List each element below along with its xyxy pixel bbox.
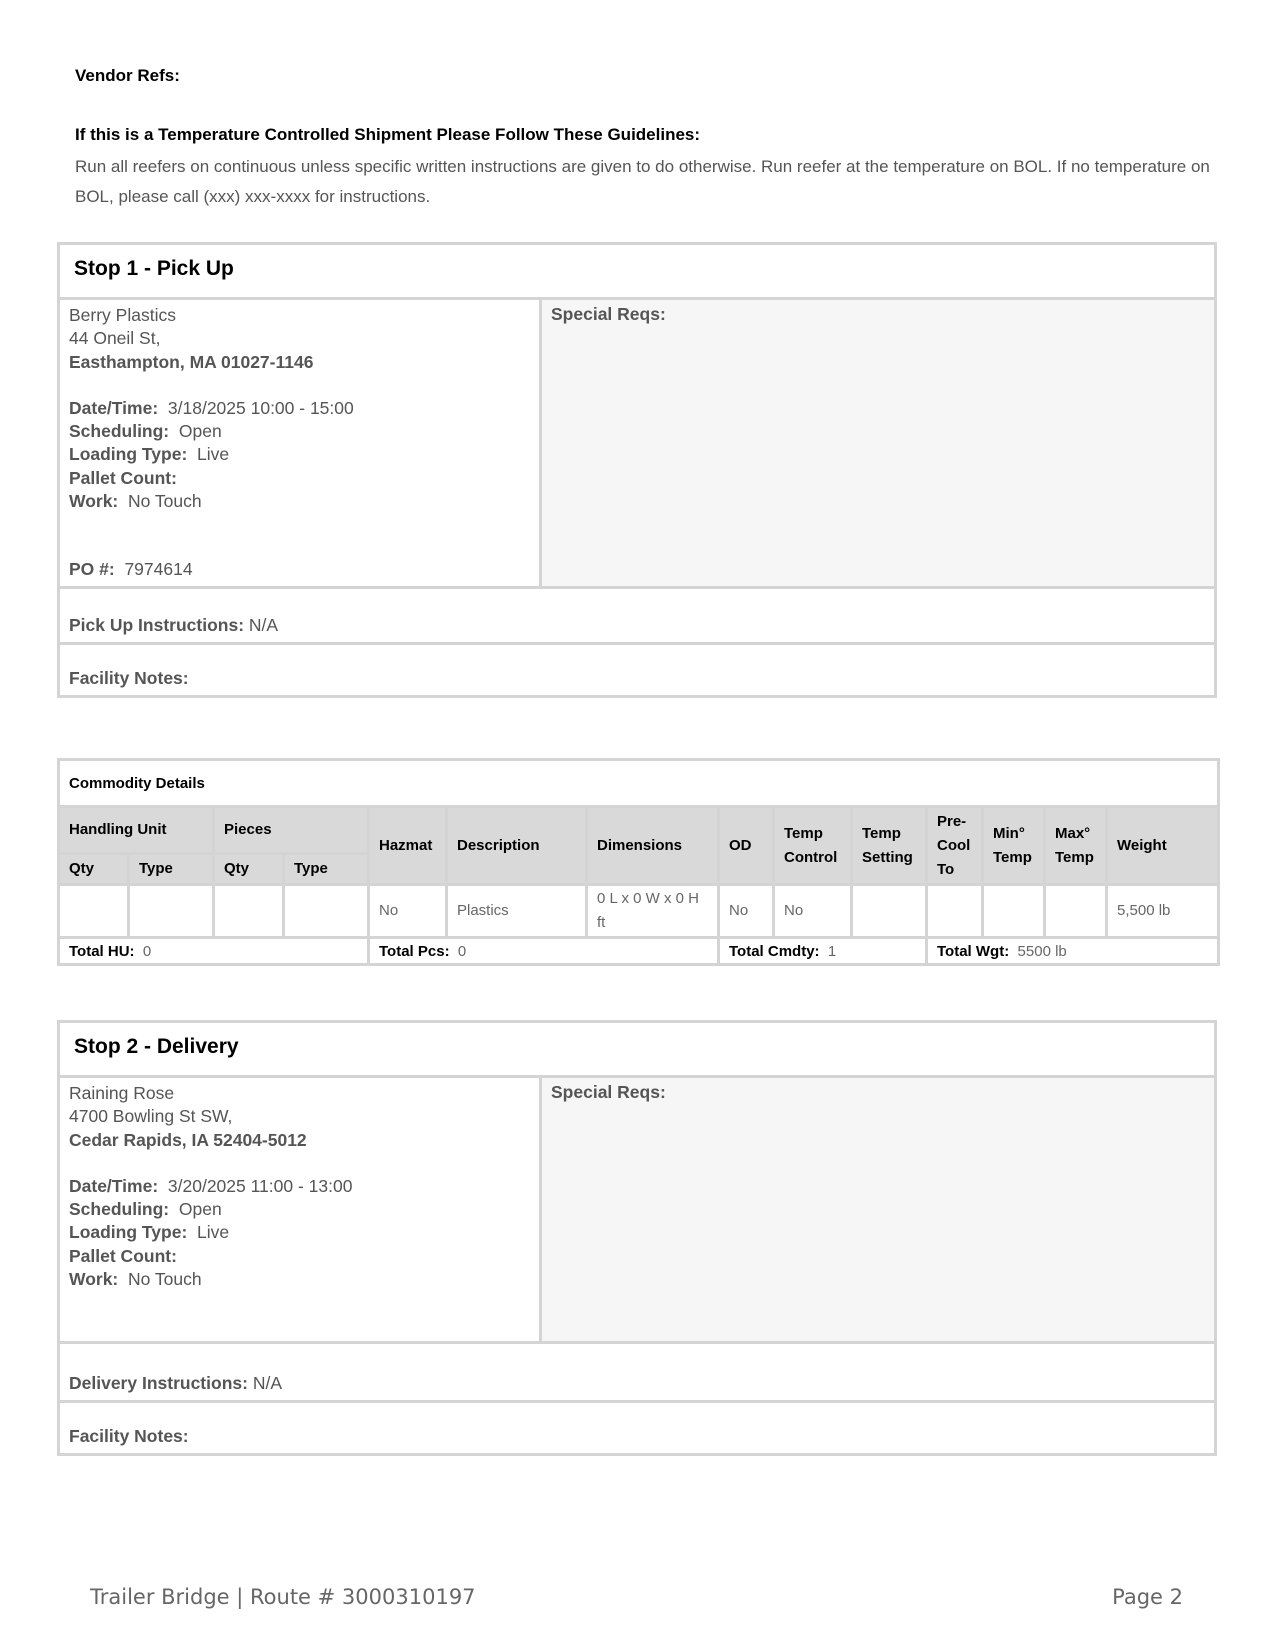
header-od: OD bbox=[719, 807, 774, 885]
stop-1-section bbox=[57, 242, 1217, 698]
stop-1-street: 44 Oneil St, bbox=[69, 328, 161, 349]
stop-2-pallet-count: Pallet Count: bbox=[69, 1245, 177, 1266]
stop-1-company: Berry Plastics bbox=[69, 305, 176, 325]
stop-1-title: Stop 1 - Pick Up bbox=[60, 245, 1214, 300]
stop-1-work: Work: No Touch bbox=[69, 491, 202, 512]
stop-1-scheduling: Scheduling: Open bbox=[69, 421, 222, 442]
stop-2-city: Cedar Rapids, IA 52404-5012 bbox=[69, 1129, 307, 1150]
header-max-temp: Max° Temp bbox=[1045, 807, 1107, 885]
cell-od: No bbox=[719, 885, 774, 938]
stop-2-street: 4700 Bowling St SW, bbox=[69, 1106, 233, 1127]
cell-max-temp bbox=[1045, 885, 1107, 938]
header-pc-qty: Qty bbox=[214, 854, 284, 885]
cell-min-temp bbox=[983, 885, 1045, 938]
stop-1-po: PO #: 7974614 bbox=[69, 559, 193, 579]
stop-1-city: Easthampton, MA 01027-1146 bbox=[69, 351, 314, 372]
header-hu-type: Type bbox=[129, 854, 214, 885]
table-row bbox=[59, 885, 1219, 938]
stop-2-work: Work: No Touch bbox=[69, 1269, 202, 1290]
vendor-refs-label: Vendor Refs: bbox=[75, 66, 180, 85]
cell-pc-qty bbox=[214, 885, 284, 938]
header-pieces: Pieces bbox=[214, 807, 369, 854]
header-precool: Pre-Cool To bbox=[927, 807, 983, 885]
stop-1-special-reqs: Special Reqs: bbox=[542, 300, 1214, 586]
stop-1-facility-notes: Facility Notes: bbox=[60, 642, 1214, 695]
stop-1-pallet-count: Pallet Count: bbox=[69, 467, 177, 488]
header-description: Description bbox=[447, 807, 587, 885]
stop-2-title: Stop 2 - Delivery bbox=[60, 1023, 1214, 1078]
footer-route: Trailer Bridge | Route # 3000310197 bbox=[90, 1585, 476, 1609]
stop-1-details bbox=[60, 300, 542, 586]
stop-2-company: Raining Rose bbox=[69, 1083, 175, 1103]
cell-pc-type bbox=[284, 885, 369, 938]
header-weight: Weight bbox=[1107, 807, 1219, 885]
header-hu-qty: Qty bbox=[59, 854, 129, 885]
stop-2-section bbox=[57, 1020, 1217, 1456]
cell-description: Plastics bbox=[447, 885, 587, 938]
stop-1-loading-type: Loading Type: Live bbox=[69, 444, 230, 465]
total-pcs: Total Pcs: 0 bbox=[369, 938, 719, 965]
totals-row bbox=[59, 938, 1219, 965]
stop-2-details bbox=[60, 1078, 542, 1341]
cell-hu-type bbox=[129, 885, 214, 938]
stop-2-scheduling: Scheduling: Open bbox=[69, 1199, 222, 1220]
header-temp-control: Temp Control bbox=[774, 807, 852, 885]
total-hu: Total HU: 0 bbox=[59, 938, 369, 965]
cell-temp-control: No bbox=[774, 885, 852, 938]
header-hazmat: Hazmat bbox=[369, 807, 447, 885]
stop-2-loading-type: Loading Type: Live bbox=[69, 1222, 230, 1243]
cell-temp-setting bbox=[852, 885, 927, 938]
total-wgt: Total Wgt: 5500 lb bbox=[927, 938, 1219, 965]
commodity-details-title: Commodity Details bbox=[59, 760, 1219, 807]
stop-1-instructions: Pick Up Instructions: N/A bbox=[69, 615, 279, 635]
cell-precool bbox=[927, 885, 983, 938]
stop-2-instructions: Delivery Instructions: N/A bbox=[69, 1373, 283, 1393]
header-dimensions: Dimensions bbox=[587, 807, 719, 885]
temperature-guidelines-heading: If this is a Temperature Controlled Shipment Please Follow These Guidelines: bbox=[75, 125, 701, 144]
stop-2-special-reqs: Special Reqs: bbox=[542, 1078, 1214, 1341]
header-pc-type: Type bbox=[284, 854, 369, 885]
cell-weight: 5,500 lb bbox=[1107, 885, 1219, 938]
header-handling-unit: Handling Unit bbox=[59, 807, 214, 854]
commodity-details-table bbox=[57, 758, 1220, 966]
stop-1-datetime: Date/Time: 3/18/2025 10:00 - 15:00 bbox=[69, 397, 354, 418]
total-cmdty: Total Cmdty: 1 bbox=[719, 938, 927, 965]
header-min-temp: Min° Temp bbox=[983, 807, 1045, 885]
header-temp-setting: Temp Setting bbox=[852, 807, 927, 885]
footer-page-number: Page 2 bbox=[1112, 1585, 1183, 1609]
stop-2-facility-notes: Facility Notes: bbox=[60, 1400, 1214, 1453]
temperature-guidelines-text: Run all reefers on continuous unless specific written instructions are given to do otherwise. Run reefer at the temperature on BOL. If no temperature on BOL, please call (xxx) xxx-xxxx for instructions. bbox=[75, 157, 1210, 206]
stop-2-datetime: Date/Time: 3/20/2025 11:00 - 13:00 bbox=[69, 1175, 353, 1196]
cell-dimensions: 0 L x 0 W x 0 H ft bbox=[587, 885, 719, 938]
cell-hu-qty bbox=[59, 885, 129, 938]
cell-hazmat: No bbox=[369, 885, 447, 938]
